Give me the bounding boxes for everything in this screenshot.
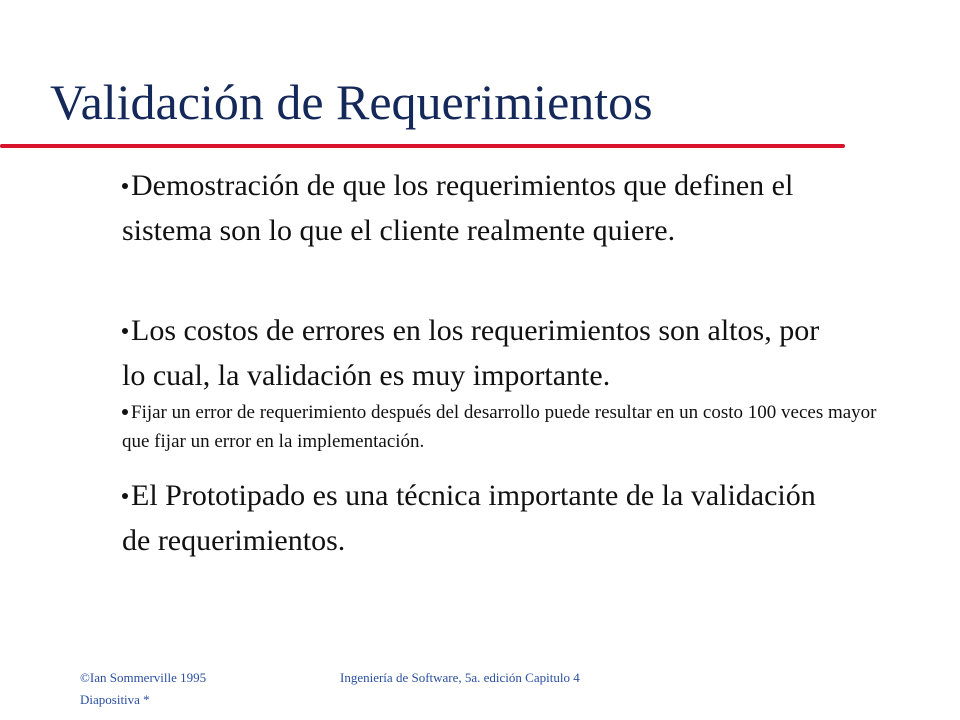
bullet-item <box>122 308 842 398</box>
bullet-dot-icon <box>122 409 128 415</box>
title-underline <box>0 144 845 148</box>
bullet-item <box>122 473 842 563</box>
footer-copyright: ©Ian Sommerville 1995 <box>80 670 207 685</box>
bullet-text: El Prototipado es una técnica importante de la validación de requerimientos. <box>122 479 816 557</box>
bullet-text: Los costos de errores en los requerimientos son altos, por lo cual, la validación es muy importante. <box>122 314 820 392</box>
bullet-dot-icon <box>122 183 128 189</box>
bullet-text: Demostración de que los requerimientos que definen el sistema son lo que el cliente realmente quiere. <box>122 169 794 247</box>
bullet-dot-icon <box>122 328 128 334</box>
bullet-item <box>122 398 902 456</box>
bullet-text: Fijar un error de requerimiento después del desarrollo puede resultar en un costo 100 veces mayor que fijar un error en la implementación. <box>122 402 877 452</box>
footer-book-title: Ingeniería de Software, 5a. edición Capitulo 4 <box>340 670 580 685</box>
bullet-item <box>122 163 842 253</box>
footer-slide-number: Diapositiva * <box>80 692 150 707</box>
bullet-dot-icon <box>122 493 128 499</box>
slide-title: Validación de Requerimientos <box>50 74 653 130</box>
